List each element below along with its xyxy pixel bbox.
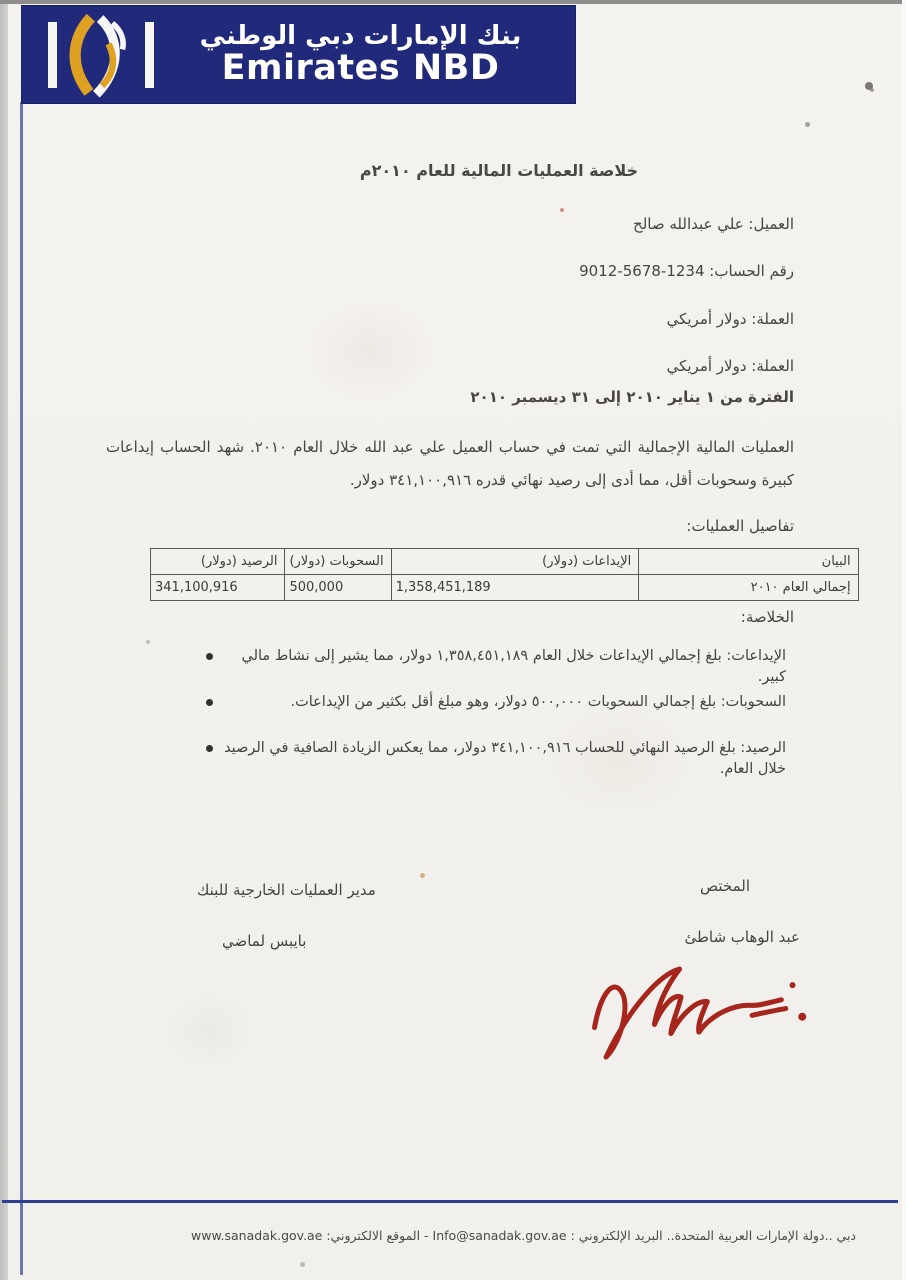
banner-white-bar (48, 22, 57, 88)
cell-balance: 341,100,916 (151, 575, 285, 601)
bullet-dot-icon (206, 745, 213, 752)
manager-name: بايبس لماضي (222, 932, 307, 950)
currency-line-2: العملة: دولار أمريكي (666, 357, 794, 375)
scan-speck (560, 208, 564, 212)
scan-speck (146, 640, 150, 644)
bullet-item-deposits (206, 646, 796, 688)
account-number-line: رقم الحساب: 1234-5678-9012 (579, 262, 794, 280)
emirates-nbd-logo-icon (59, 12, 145, 98)
bank-name-english: Emirates NBD (221, 48, 500, 89)
col-header-withdrawals: السحوبات (دولار) (285, 549, 391, 575)
bullet-text: الإيداعات: بلغ إجمالي الإيداعات خلال العام ١,٣٥٨,٤٥١,١٨٩ دولار، مما يشير إلى نشاط مالي كبير. (241, 648, 786, 685)
scan-edge-right (902, 0, 906, 1280)
currency-line-1: العملة: دولار أمريكي (666, 310, 794, 328)
scan-speck (300, 1262, 305, 1267)
footer-rule (2, 1200, 898, 1203)
table-header-row (151, 549, 859, 575)
banner-text (160, 22, 575, 87)
bullet-dot-icon (206, 653, 213, 660)
bullet-text: الرصيد: بلغ الرصيد النهائي للحساب ٣٤١,١٠٠,٩١٦ دولار، مما يعكس الزيادة الصافية في الرصيد خلال العام. (224, 740, 786, 777)
specialist-name: عبد الوهاب شاطئ (684, 928, 800, 946)
scan-speck (420, 873, 425, 878)
scan-speck (805, 122, 810, 127)
bullet-text: السحوبات: بلغ إجمالي السحوبات ٥٠٠,٠٠٠ دولار، وهو مبلغ أقل بكثير من الإيداعات. (290, 694, 786, 710)
bullet-item-balance (206, 738, 796, 780)
bullet-dot-icon (206, 699, 213, 706)
bullet-item-withdrawals (206, 692, 796, 713)
period-line: الفترة من ١ يناير ٢٠١٠ إلى ٣١ ديسمبر ٢٠١٠ (470, 388, 794, 406)
cell-withdrawals: 500,000 (285, 575, 391, 601)
summary-section-label: الخلاصة: (740, 608, 794, 626)
client-line: العميل: علي عبدالله صالح (633, 215, 794, 233)
cell-statement: إجمالي العام ٢٠١٠ (639, 575, 858, 601)
col-header-statement: البيان (639, 549, 858, 575)
operations-table (150, 548, 859, 601)
footer-contact-line: دبي ..دولة الإمارات العربية المتحدة.. البريد الإلكتروني : Info@sanadak.gov.ae - الموقع الالكتروني: www.sanadak.gov.ae (191, 1228, 856, 1243)
specialist-title: المختص (700, 877, 750, 895)
table-row (151, 575, 859, 601)
document-title: خلاصة العمليات المالية للعام ٢٠١٠م (359, 161, 638, 180)
summary-paragraph: العمليات المالية الإجمالية التي تمت في حساب العميل علي عبد الله خلال العام ٢٠١٠. شهد الحساب إيداعات كبيرة وسحوبات أقل، مما أدى إلى رصيد نهائي قدره ٣٤١,١٠٠,٩١٦ دولار. (106, 438, 795, 489)
banner-white-bar (145, 22, 154, 88)
bank-name-arabic: بنك الإمارات دبي الوطني (199, 20, 522, 51)
scan-speck (865, 82, 873, 90)
col-header-deposits: الإيداعات (دولار) (391, 549, 639, 575)
scan-edge-left (0, 0, 8, 1280)
handwritten-signature (583, 954, 818, 1076)
page-left-rule (20, 102, 23, 1275)
details-section-label: تفاصيل العمليات: (686, 517, 794, 535)
cell-deposits: 1,358,451,189 (391, 575, 639, 601)
col-header-balance: الرصيد (دولار) (151, 549, 285, 575)
bank-header-banner (22, 6, 575, 103)
manager-title: مدير العمليات الخارجية للبنك (197, 881, 376, 899)
scan-edge-top (0, 0, 906, 4)
